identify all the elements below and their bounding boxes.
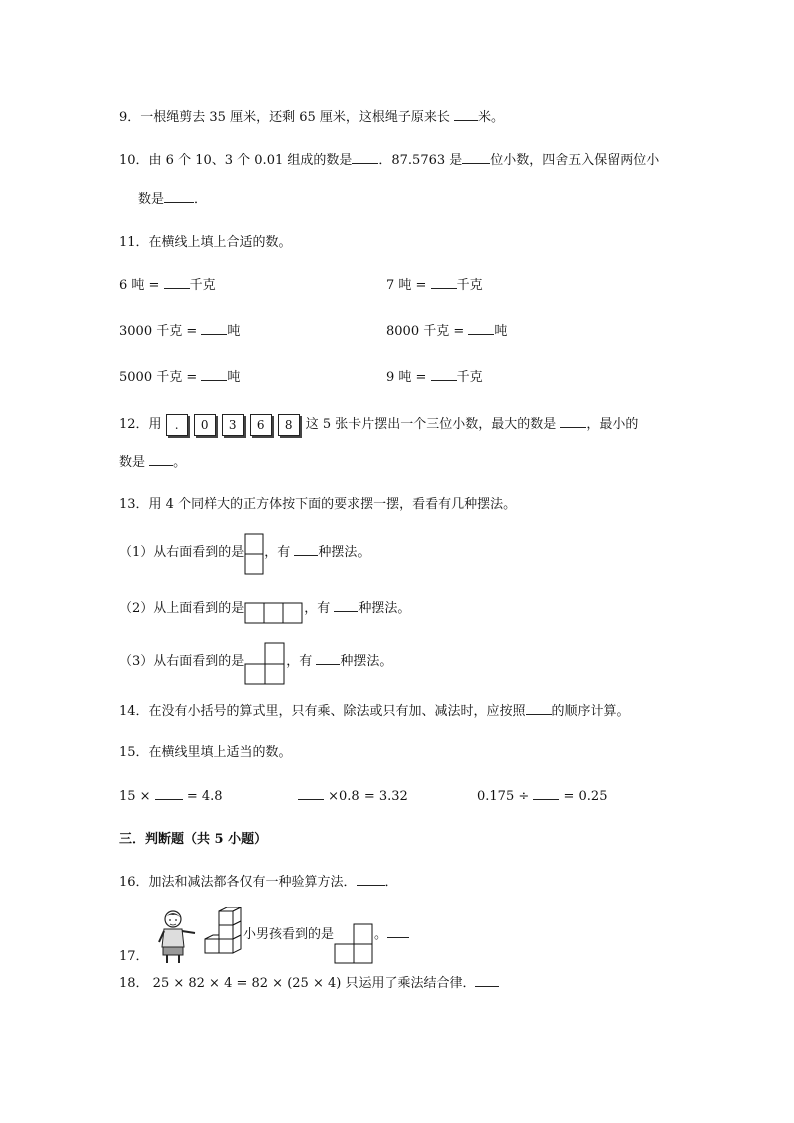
question-12-text-a: 这 5 张卡片摆出一个三位小数，最大的数是	[305, 417, 561, 432]
question-14	[119, 702, 630, 722]
view-two-stacked-icon	[244, 533, 264, 575]
view-l-shape-icon	[244, 642, 286, 686]
view-three-in-row-icon	[244, 602, 304, 624]
q11-text: 5000 千克 =	[119, 370, 202, 385]
q15-text: = 4.8	[182, 789, 223, 804]
q13-item-1	[119, 531, 370, 575]
question-9-text: 9．一根绳剪去 35 厘米，还剩 65 厘米，这根绳子原来长	[119, 110, 455, 125]
boy-pointing-illustration	[155, 909, 197, 965]
q11-unit: 千克	[456, 278, 483, 293]
question-17-end: 。	[374, 927, 388, 942]
q13-item-text: 种摆法。	[358, 601, 411, 616]
q11-text: 3000 千克 =	[119, 324, 202, 339]
q15-text: 15 ×	[119, 789, 155, 804]
q11-unit: 千克	[189, 278, 216, 293]
question-18	[119, 974, 499, 994]
q11-unit: 千克	[456, 370, 483, 385]
question-9	[119, 108, 504, 128]
q11-unit: 吨	[494, 324, 508, 339]
question-17-prefix: 17．	[119, 949, 149, 964]
q11-row3-left	[119, 368, 240, 388]
q13-item-text: ，有	[286, 654, 317, 669]
card-3: 3	[222, 414, 244, 436]
q11-unit: 吨	[227, 370, 241, 385]
answer-blank[interactable]	[454, 108, 478, 121]
card-0: 0	[194, 414, 216, 436]
answer-blank[interactable]	[164, 190, 194, 203]
question-12-text-d: 。	[173, 455, 187, 470]
q11-row1-right	[386, 276, 483, 296]
q13-item-text: （3）从右面看到的是	[119, 654, 245, 669]
q15-text: = 0.25	[559, 789, 608, 804]
answer-blank[interactable]	[431, 368, 457, 381]
answer-blank[interactable]	[468, 322, 494, 335]
answer-blank[interactable]	[149, 453, 173, 466]
question-12	[119, 412, 638, 438]
question-18-text: 18． 25 × 82 × 4 = 82 × (25 × 4) 只运用了乘法结合律．	[119, 976, 476, 991]
question-12-cont	[119, 453, 186, 473]
question-16	[119, 873, 398, 893]
question-17-text: 小男孩看到的是	[243, 927, 335, 942]
question-10-text-c: 位小数，四舍五入保留两位小	[490, 153, 660, 168]
answer-blank[interactable]	[352, 151, 378, 164]
question-14-text-a: 14．在没有小括号的算式里，只有乘、除法或只有加、减法时，应按照	[119, 704, 526, 719]
q11-row2-right	[386, 322, 507, 342]
q15-text: ×0.8 = 3.32	[324, 789, 408, 804]
question-13-title: 13．用 4 个同样大的正方体按下面的要求摆一摆，看看有几种摆法。	[119, 497, 517, 512]
answer-blank[interactable]	[164, 276, 190, 289]
answer-blank[interactable]	[357, 873, 385, 886]
question-10-cont	[138, 190, 207, 210]
question-11-title: 11．在横线上填上合适的数。	[119, 235, 292, 250]
q15-text: 0.175 ÷	[477, 789, 534, 804]
card-6: 6	[250, 414, 272, 436]
answer-blank[interactable]	[462, 151, 490, 164]
answer-blank[interactable]	[201, 322, 227, 335]
q15-eq-1	[119, 787, 223, 807]
question-17	[119, 905, 409, 965]
q11-row2-left	[119, 322, 240, 342]
question-10-text-a: 10．由 6 个 10、3 个 0.01 组成的数是	[119, 153, 353, 168]
q13-item-text: 种摆法。	[318, 545, 371, 560]
answer-blank[interactable]	[475, 974, 499, 987]
q15-eq-2	[298, 787, 408, 807]
answer-blank[interactable]	[201, 368, 227, 381]
question-14-text-b: 的顺序计算。	[551, 704, 630, 719]
question-9-unit: 米。	[478, 110, 505, 125]
answer-blank[interactable]	[334, 599, 358, 612]
q11-text: 8000 千克 =	[386, 324, 469, 339]
question-10	[119, 151, 659, 171]
q13-item-2	[119, 594, 410, 624]
q13-item-3	[119, 638, 392, 686]
question-16-end: ．	[384, 875, 398, 890]
question-16-text: 16．加法和减法都各仅有一种验算方法．	[119, 875, 357, 890]
question-12-text-b: ，最小的	[586, 417, 639, 432]
answer-blank[interactable]	[533, 787, 559, 800]
answer-blank[interactable]	[431, 276, 457, 289]
q13-item-text: （1）从右面看到的是	[119, 545, 245, 560]
q11-text: 9 吨 =	[386, 370, 431, 385]
cube-stack-3d-illustration	[199, 907, 243, 965]
question-10-text-e: ．	[194, 192, 208, 207]
question-12-prefix: 12．用	[119, 417, 162, 432]
answer-blank[interactable]	[155, 787, 183, 800]
q11-text: 7 吨 =	[386, 278, 431, 293]
q11-row1-left	[119, 276, 216, 296]
card-8: 8	[278, 414, 300, 436]
q13-item-text: 种摆法。	[340, 654, 393, 669]
answer-blank[interactable]	[294, 543, 318, 556]
section-3-heading: 三．判断题（共 5 小题）	[119, 832, 268, 847]
answer-blank[interactable]	[387, 925, 409, 938]
q13-item-text: （2）从上面看到的是	[119, 601, 245, 616]
q11-unit: 吨	[227, 324, 241, 339]
q11-row3-right	[386, 368, 483, 388]
question-12-text-c: 数是	[119, 455, 150, 470]
card-dot: .	[166, 414, 188, 436]
answer-blank[interactable]	[526, 702, 552, 715]
q13-item-text: ，有	[304, 601, 335, 616]
q11-text: 6 吨 =	[119, 278, 164, 293]
answer-blank[interactable]	[560, 415, 586, 428]
question-10-text-b: ．87.5763 是	[378, 153, 463, 168]
answer-view-l-shape-icon	[334, 923, 374, 965]
answer-blank[interactable]	[316, 652, 340, 665]
question-15-title: 15．在横线里填上适当的数。	[119, 745, 292, 760]
question-10-text-d: 数是	[138, 192, 165, 207]
q15-eq-3	[477, 787, 607, 807]
q13-item-text: ，有	[264, 545, 295, 560]
answer-blank[interactable]	[298, 787, 324, 800]
